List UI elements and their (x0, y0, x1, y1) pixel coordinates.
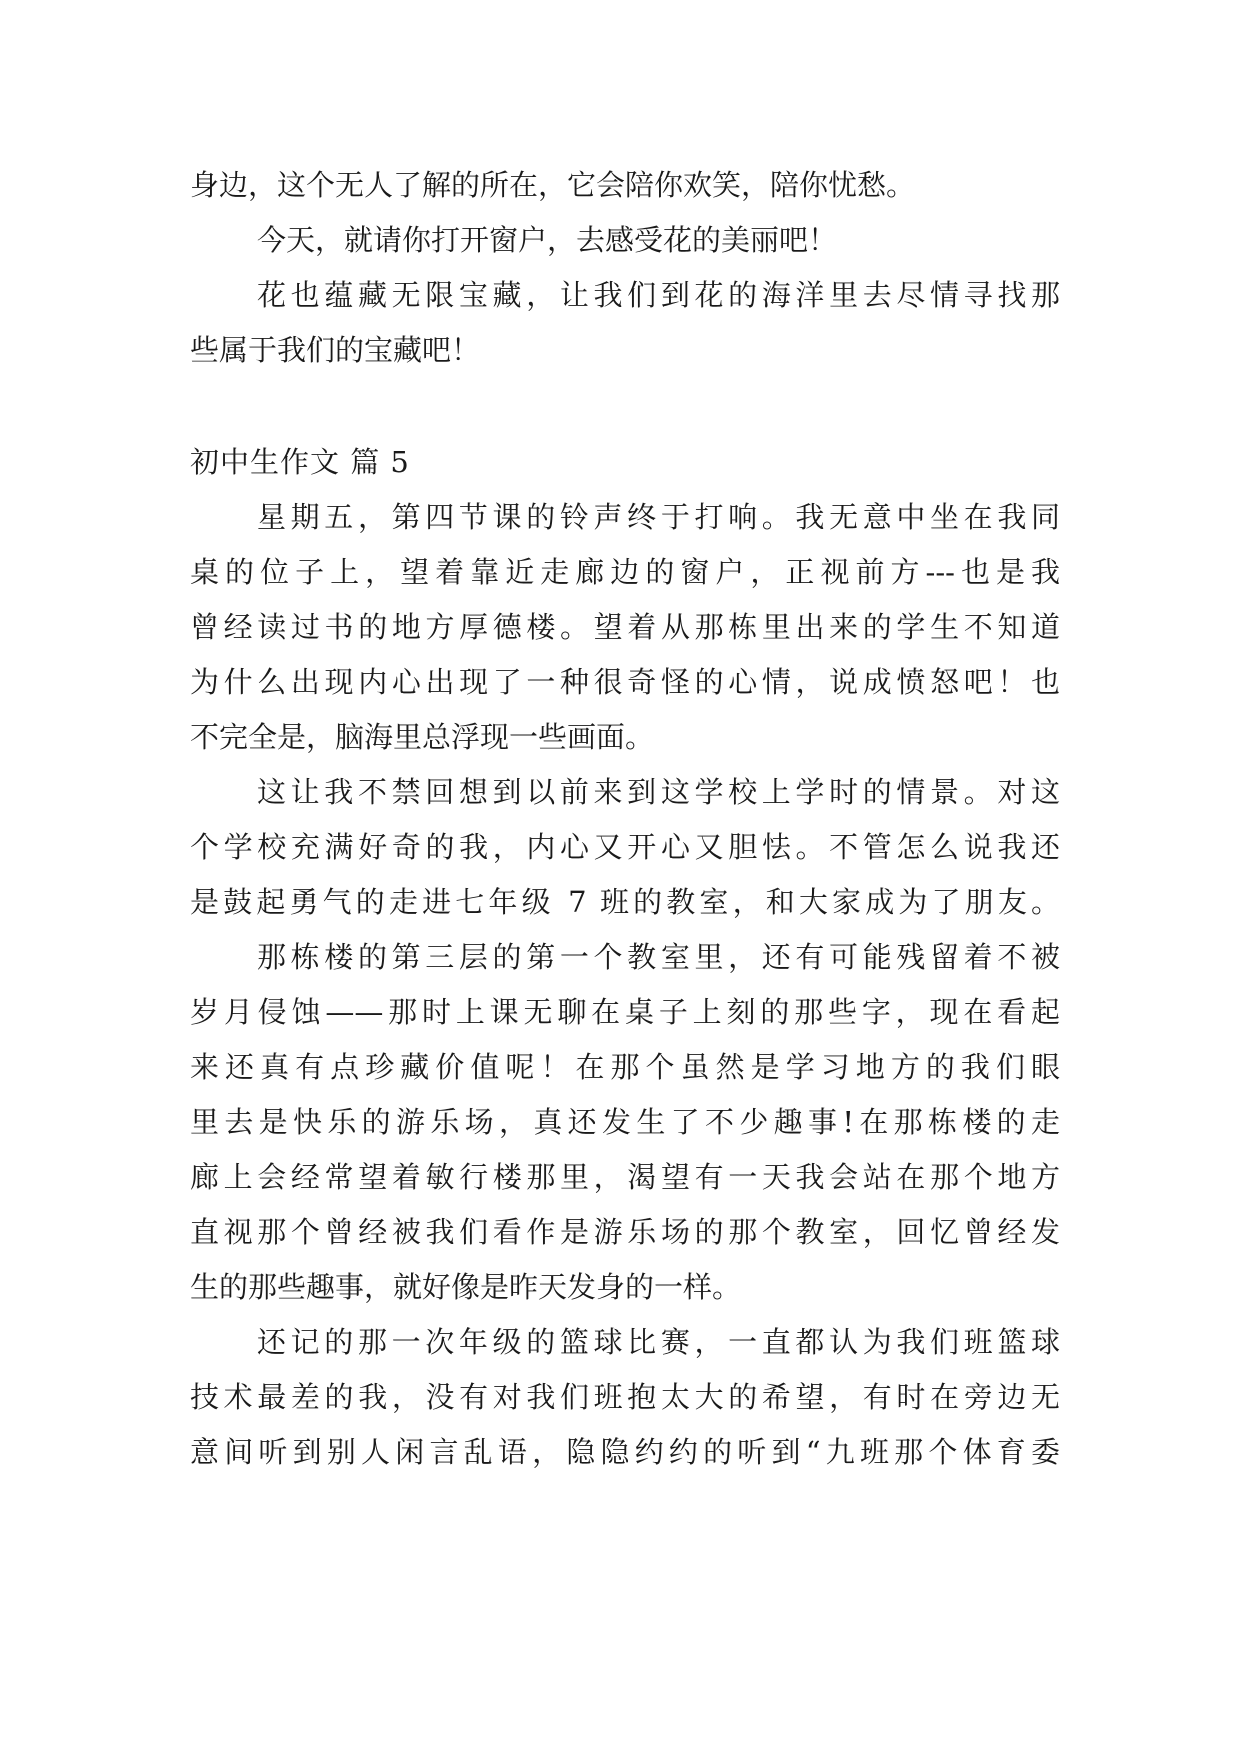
paragraph-line: 里去是快乐的游乐场，真还发生了不少趣事!在那栋楼的走 (190, 1105, 1060, 1139)
paragraph-line: 为什么出现内心出现了一种很奇怪的心情，说成愤怒吧！也 (190, 665, 1060, 699)
paragraph-line: 些属于我们的宝藏吧！ (190, 333, 481, 367)
paragraph-line: 个学校充满好奇的我，内心又开心又胆怯。不管怎么说我还 (190, 830, 1060, 864)
paragraph-line: 今天，就请你打开窗户，去感受花的美丽吧！ (257, 223, 838, 257)
paragraph-line: 意间听到别人闲言乱语，隐隐约约的听到“九班那个体育委 (190, 1435, 1060, 1469)
section-heading: 初中生作文 篇 5 (190, 445, 410, 479)
paragraph-line: 来还真有点珍藏价值呢！在那个虽然是学习地方的我们眼 (190, 1050, 1060, 1084)
paragraph-line: 星期五，第四节课的铃声终于打响。我无意中坐在我同 (257, 500, 1060, 534)
paragraph-line: 生的那些趣事，就好像是昨天发身的一样。 (190, 1270, 742, 1304)
paragraph-line: 花也蕴藏无限宝藏，让我们到花的海洋里去尽情寻找那 (257, 278, 1060, 312)
paragraph-line: 技术最差的我，没有对我们班抱太大的希望，有时在旁边无 (190, 1380, 1060, 1414)
paragraph-line: 不完全是，脑海里总浮现一些画面。 (190, 720, 655, 754)
paragraph-line: 曾经读过书的地方厚德楼。望着从那栋里出来的学生不知道 (190, 610, 1060, 644)
paragraph-line: 桌的位子上，望着靠近走廊边的窗户，正视前方---也是我 (190, 555, 1060, 589)
paragraph-line: 岁月侵蚀——那时上课无聊在桌子上刻的那些字，现在看起 (190, 995, 1060, 1029)
paragraph-line: 是鼓起勇气的走进七年级 7 班的教室，和大家成为了朋友。 (190, 885, 1060, 919)
paragraph-line: 身边，这个无人了解的所在，它会陪你欢笑，陪你忧愁。 (190, 168, 916, 202)
paragraph-line: 直视那个曾经被我们看作是游乐场的那个教室，回忆曾经发 (190, 1215, 1060, 1249)
paragraph-line: 这让我不禁回想到以前来到这学校上学时的情景。对这 (257, 775, 1060, 809)
paragraph-line: 廊上会经常望着敏行楼那里，渴望有一天我会站在那个地方 (190, 1160, 1060, 1194)
paragraph-line: 还记的那一次年级的篮球比赛，一直都认为我们班篮球 (257, 1325, 1060, 1359)
paragraph-line: 那栋楼的第三层的第一个教室里，还有可能残留着不被 (257, 940, 1060, 974)
